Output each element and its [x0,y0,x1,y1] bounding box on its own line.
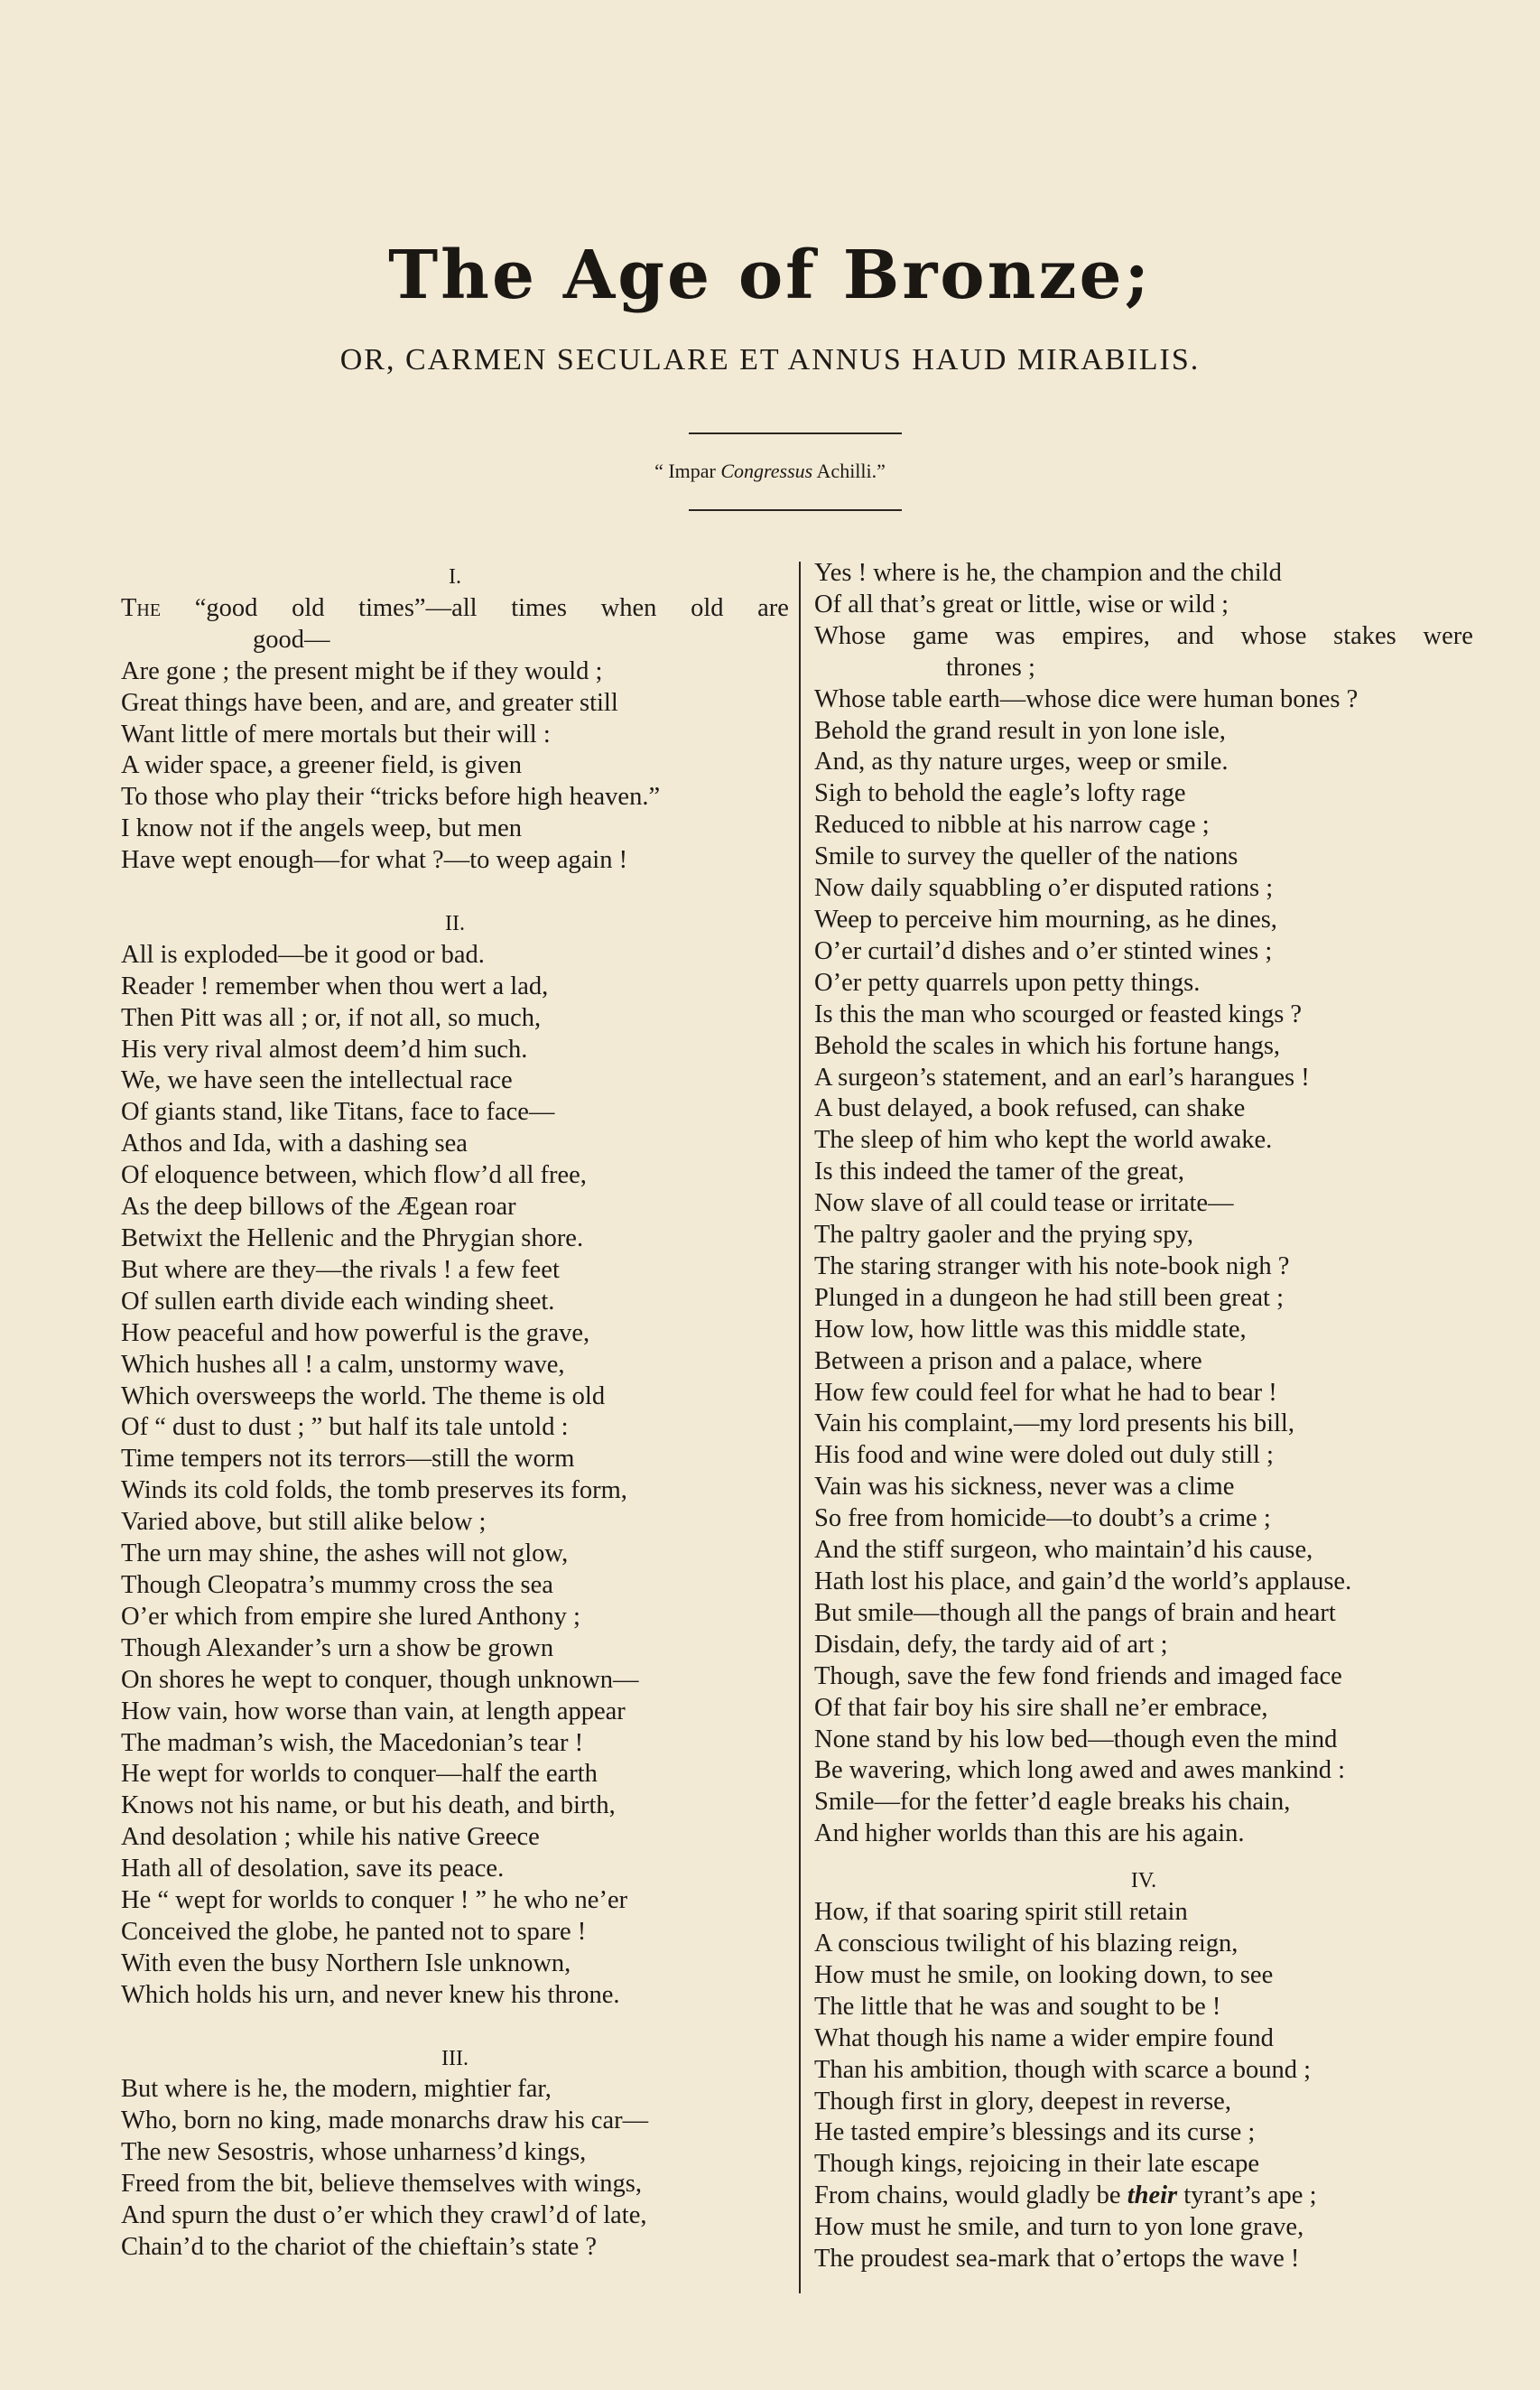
verse-line: Are gone ; the present might be if they would ; [121,656,603,685]
verse-line: How must he smile, and turn to yon lone grave, [814,2213,1304,2242]
verse-line: He tasted empire’s blessings and its curse ; [814,2118,1256,2147]
section-numeral-ii: II. [445,911,465,935]
epigraph-open: “ Impar [654,460,721,482]
verse-line: But where are they—the rivals ! a few feet [121,1255,560,1284]
verse-word: old [292,593,325,622]
rule-bottom [689,509,902,511]
verse-line: And the stiff surgeon, who maintain’d his cause, [814,1536,1313,1565]
verse-word: and [1176,621,1214,650]
verse-line: Vain his complaint,—my lord presents his bill, [814,1409,1294,1438]
verse-line: Is this the man who scourged or feasted kings ? [814,1000,1303,1028]
first-word-small-caps: The [121,593,162,622]
section-ii-verses [121,940,789,2012]
section-numeral-iv: IV. [1130,1869,1157,1893]
verse-line: As the deep billows of the Ægean roar [121,1193,516,1222]
verse-line: To those who play their “tricks before high heaven.” [121,783,661,812]
verse-line: Though kings, rejoicing in their late escape [814,2150,1260,2179]
verse-line: Knows not his name, or but his death, and birth, [121,1791,616,1820]
verse-line: Of sullen earth divide each winding sheet. [121,1287,555,1316]
verse-line: O’er petty quarrels upon petty things. [814,968,1201,997]
verse-line: And, as thy nature urges, weep or smile. [814,748,1229,777]
rule-top [689,432,902,434]
verse-line: Whose table earth—whose dice were human bones ? [814,684,1359,713]
verse-line: Reduced to nibble at his narrow cage ; [814,811,1210,840]
verse-line: Though Cleopatra’s mummy cross the sea [121,1570,553,1599]
verse-line: Hath all of desolation, save its peace. [121,1855,505,1883]
verse-word: when [600,593,657,622]
verse-line: Varied above, but still alike below ; [121,1508,487,1537]
verse-line: The proudest sea-mark that o’ertops the wave ! [814,2245,1300,2274]
emphasized-word: their [1127,2181,1178,2210]
epigraph [0,460,1540,483]
verse-line: Than his ambition, though with scarce a bound ; [814,2055,1312,2084]
verse-line: So free from homicide—to doubt’s a crime ; [814,1504,1271,1533]
column-left [121,562,789,2264]
verse-line: None stand by his low bed—though even the mind [814,1725,1338,1753]
verse-line: He “ wept for worlds to conquer ! ” he who ne’er [121,1886,628,1915]
verse-line: How few could feel for what he had to bear ! [814,1378,1277,1407]
verse-line: His food and wine were doled out duly still ; [814,1441,1274,1470]
verse-line: The paltry gaoler and the prying spy, [814,1221,1193,1250]
verse-word: times [511,593,567,622]
verse-line: Though first in glory, deepest in reverse, [814,2087,1231,2116]
verse-line: Of all that’s great or little, wise or wild ; [814,590,1229,618]
verse-word: are [757,593,789,622]
verse-line: Which holds his urn, and never knew his throne. [121,1980,620,2009]
verse-line: Though, save the few fond friends and imaged face [814,1661,1342,1690]
verse-line: Is this indeed the tamer of the great, [814,1158,1184,1186]
verse-line: Yes ! where is he, the champion and the child [814,559,1282,587]
verse-line: How, if that soaring spirit still retain [814,1898,1188,1927]
poem-title: The Age of Bronze; [388,237,1152,314]
verse-word: was [995,621,1035,650]
column-divider [799,562,801,2293]
verse-line: Hath lost his place, and gain’d the world’s applause. [814,1567,1352,1595]
verse-line: But where is he, the modern, mightier far, [121,2075,552,2104]
verse-word: empires, [1062,621,1150,650]
verse-line: Who, born no king, made monarchs draw his car— [121,2106,649,2135]
verse-line: O’er curtail’d dishes and o’er stinted wines ; [814,936,1273,965]
verse-line: And desolation ; while his native Greece [121,1823,540,1852]
section-numeral-iii: III. [441,2046,468,2070]
verse-line: And spurn the dust o’er which they crawl’d of late, [121,2201,647,2230]
verse-line: Be wavering, which long awed and awes mankind : [814,1756,1346,1785]
verse-word: times”—all [358,593,478,622]
verse-line: Freed from the bit, believe themselves with wings, [121,2170,642,2199]
verse-line: The madman’s wish, the Macedonian’s tear ! [121,1728,584,1757]
verse-word: game [912,621,969,650]
verse-line: The little that he was and sought to be ! [814,1992,1221,2021]
verse-line: Disdain, defy, the tardy aid of art ; [814,1630,1168,1659]
verse-line: The staring stranger with his note-book nigh ? [814,1251,1290,1280]
verse-line: The sleep of him who kept the world awake. [814,1126,1273,1155]
verse-line-continuation: good— [253,625,330,654]
verse-line: He wept for worlds to conquer—half the earth [121,1760,598,1789]
verse-line: Weep to perceive him mourning, as he dines, [814,905,1277,934]
column-right [814,558,1473,2275]
verse-line: Behold the grand result in yon lone isle, [814,716,1226,745]
verse-line: Sigh to behold the eagle’s lofty rage [814,779,1186,808]
verse-word: stakes [1333,621,1396,650]
verse-line: Of giants stand, like Titans, face to face— [121,1098,555,1127]
verse-line: Now daily squabbling o’er disputed rations ; [814,874,1274,903]
verse-line: His very rival almost deem’d him such. [121,1035,528,1064]
section-iv-verses [814,1897,1473,2275]
verse-line: How low, how little was this middle state, [814,1315,1247,1344]
verse-line-emphasis [814,2181,1473,2212]
verse-word: Whose [814,621,886,650]
verse-line: A bust delayed, a book refused, can shake [814,1094,1246,1123]
verse-line-continuation: thrones ; [946,653,1035,682]
verse-line: We, we have seen the intellectual race [121,1066,513,1095]
verse-text: From chains, would gladly be [814,2181,1127,2210]
verse-line: Behold the scales in which his fortune hangs, [814,1031,1281,1060]
section-iii-verses-left [121,2074,789,2263]
verse-line: Smile—for the fetter’d eagle breaks his chain, [814,1788,1291,1817]
verse-line: Smile to survey the queller of the nations [814,842,1238,871]
verse-line-long [814,621,1473,653]
verse-line: A surgeon’s statement, and an earl’s harangues ! [814,1063,1310,1092]
verse-line: Time tempers not its terrors—still the worm [121,1445,575,1474]
verse-line: Chain’d to the chariot of the chieftain’s state ? [121,2233,598,2261]
verse-line: Of that fair boy his sire shall ne’er embrace, [814,1693,1268,1722]
verse-line: Great things have been, and are, and greater still [121,688,618,717]
verse-line: Conceived the globe, he panted not to spare ! [121,1917,587,1946]
verse-word: whose [1240,621,1307,650]
verse-line: Reader ! remember when thou wert a lad, [121,972,549,1000]
verse-line: A wider space, a greener field, is given [121,751,522,780]
verse-line: The new Sesostris, whose unharness’d kings, [121,2138,587,2167]
section-i-first-line [121,593,789,625]
verse-line: And higher worlds than this are his again. [814,1819,1245,1848]
verse-line: Between a prison and a palace, where [814,1346,1202,1375]
verse-line: Of “ dust to dust ; ” but half its tale untold : [121,1413,569,1442]
verse-line: With even the busy Northern Isle unknown, [121,1948,571,1977]
verse-line: Have wept enough—for what ?—to weep again ! [121,846,628,875]
verse-line: Which hushes all ! a calm, unstormy wave, [121,1350,565,1379]
verse-line: On shores he wept to conquer, though unknown— [121,1665,639,1694]
verse-line: How vain, how worse than vain, at length appear [121,1697,626,1725]
verse-line: Athos and Ida, with a dashing sea [121,1130,468,1158]
verse-line: I know not if the angels weep, but men [121,814,523,843]
section-i-verses [121,656,789,877]
verse-word: old [691,593,724,622]
section-iii-verses-right [814,558,1473,1850]
verse-line: Of eloquence between, which flow’d all free, [121,1161,587,1190]
verse-line: Want little of mere mortals but their will : [121,720,551,749]
verse-word: “good [194,593,258,622]
verse-line: Betwixt the Hellenic and the Phrygian shore. [121,1224,584,1253]
verse-text: tyrant’s ape ; [1177,2181,1317,2210]
section-numeral-i: I. [449,565,461,589]
verse-line: Which oversweeps the world. The theme is old [121,1381,606,1410]
verse-line: How peaceful and how powerful is the grave, [121,1318,590,1347]
verse-line: Then Pitt was all ; or, if not all, so much, [121,1003,542,1032]
verse-line: Vain was his sickness, never was a clime [814,1473,1235,1502]
verse-line: But smile—though all the pangs of brain and heart [814,1598,1336,1627]
verse-line: Winds its cold folds, the tomb preserves its form, [121,1476,627,1505]
verse-line: O’er which from empire she lured Anthony ; [121,1602,580,1631]
verse-line: Now slave of all could tease or irritate— [814,1189,1234,1218]
epigraph-italic: Congressus [720,460,813,482]
verse-line: How must he smile, on looking down, to see [814,1960,1274,1989]
verse-line: The urn may shine, the ashes will not glow, [121,1539,569,1568]
verse-line: All is exploded—be it good or bad. [121,940,485,969]
poem-subtitle: OR, CARMEN SECULARE ET ANNUS HAUD MIRABILIS. [339,343,1201,377]
verse-line: What though his name a wider empire found [814,2023,1274,2052]
verse-line: A conscious twilight of his blazing reign, [814,1929,1238,1958]
epigraph-close: Achilli.” [812,460,886,482]
verse-line: Plunged in a dungeon he had still been great ; [814,1283,1284,1312]
verse-line: Though Alexander’s urn a show be grown [121,1633,554,1662]
verse-word: were [1423,621,1473,650]
